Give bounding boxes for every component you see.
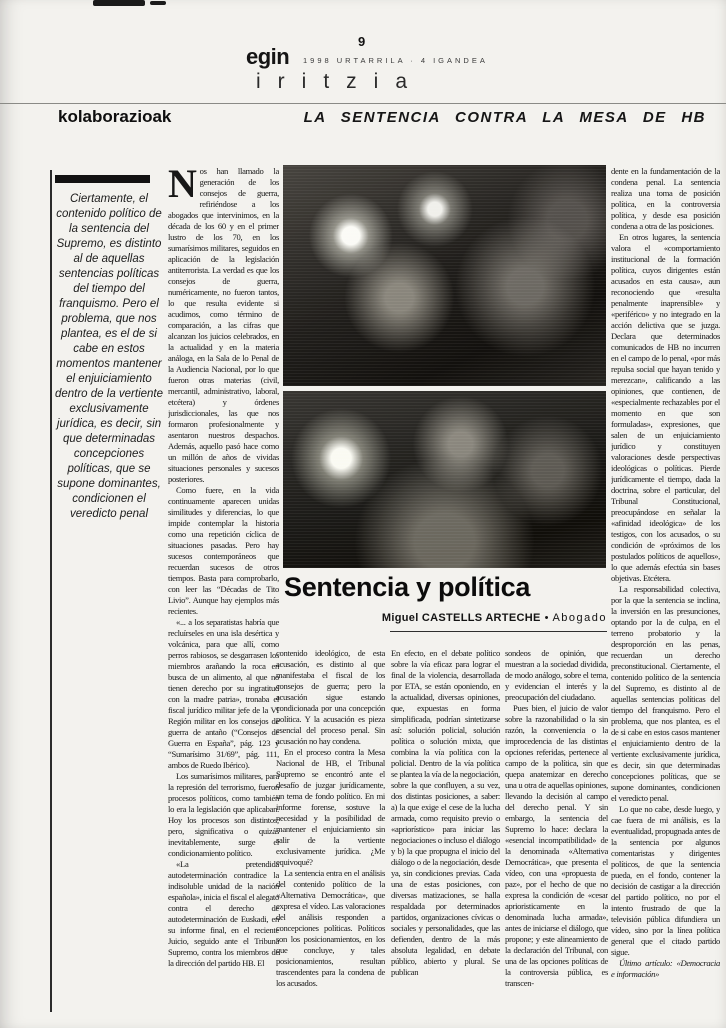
topic-headline: LA SENTENCIA CONTRA LA MESA DE HB [303, 109, 706, 126]
paragraph: Lo que no cabe, desde luego, y cae fuera de mi análisis, es la eventualidad, propugnada antes de la sentencia por algunos comentaristas y dirigentes políticos, de que la sentencia pueda, en el fondo, contener la decisión de castigar a la dirección del partido político, no por el intento frustrado de que la televisión pública difundiera un vídeo, sino por la línea política general que el citado partido sigue. [611, 804, 720, 957]
dateline: 1998 URTARRILA · 4 IGANDEA [303, 56, 488, 65]
page-number: 9 [358, 34, 366, 49]
article-title: Sentencia y política [284, 572, 531, 602]
paragraph: sondeos de opinión, que muestran a la sociedad dividida, de modo análogo, sobre el tema, y evidencian el interés y la preocupación del ciudadano. [505, 648, 608, 702]
paragraph: dente en la fundamentación de la condena penal. La sentencia realiza una toma de posición política, en la controversia política, y desde esa posición condena a otra de las posiciones. [611, 166, 720, 231]
header-divider [0, 103, 726, 104]
byline [283, 612, 607, 624]
byline-author: Miguel CASTELLS ARTECHE [381, 612, 541, 624]
body-column-3 [391, 648, 500, 1022]
paragraph: «La pretendida autodeterminación contradice la indisoluble unidad de la nación española», inicia el fiscal el alegato contra el derecho de autodeterminación de Euskadi, en su informe final, en el reciente Juicio, seguido ante el Tribuna Supremo, contra los miembros de la dirección del partido HB. El [168, 859, 279, 968]
paragraph: En el proceso contra la Mesa Nacional de HB, el Tribunal Supremo se encontró ante el desafío de juzgar jurídicamente, un tema de fondo político. En mi informe forense, sostuve la necesidad y la posibilidad de mantener el enjuiciamiento sin salir de la vertiente exclusivamente jurídica. ¿Me equivoqué? [276, 747, 385, 867]
scan-artifact [93, 0, 145, 6]
pull-quote: Ciertamente, el contenido político de la sentencia del Supremo, es distinto al de aquellas sentencias políticas del tiempo del franquismo. Pero el problema, que nos plantea, es el de si cabe en estos momentos mantener el enjuiciamiento dentro de la vertiente exclusivamente jurídica, es decir, sin que determinadas concepciones políticas, que se supone dominantes, condicionen el veredicto penal [54, 193, 164, 520]
courtroom-photo-top [283, 165, 606, 386]
courtroom-photo-bottom [283, 391, 606, 568]
paragraph: En otros lugares, la sentencia valora el «comportamiento institucional de la formación política, cuyos dirigentes están acusados en esta causa», aun reconociendo que «resulta penalmente inaprensible» y «periférico» y no integrado en la acción delictiva que se juzga. Declara que determinados comunicados de HB no incurren en el campo de lo penal, «por más repulsa social que hayan tenido y merezcan», calificando a las opiniones, que contienen, de «especialmente rechazables por el momento en que son formuladas», expresiones, que salen de un enjuiciamiento jurídico y constituyen valoraciones desde perspectivas ideológicas o políticas. Pierde jurídicamente el tiempo, dada la doctrina, sobre el particular, del Tribunal Constitucional, preocupándose en señalar la «afinidad ideológica» de los testigos, con los acusados, o su condición de «próximos de los postulados políticos de aquellos», lo que además efectúa sin bases objetivas. Etcétera. [611, 232, 720, 583]
paragraph [168, 166, 279, 485]
body-column-4 [505, 648, 608, 1022]
paragraph: Pues bien, el juicio de valor sobre la razonabilidad o la sin razón, la conveniencia o la improcedencia de las distintas opciones referidas, pertenece al campo de la política, sin que quepa anatemizar en derecho una u otra de aquellas opiniones, llevando la decisión al campo del derecho penal. Y sin embargo, la sentencia del Supremo lo hace: declara la «esencial incompatibilidad» de la denominada «Alternativa Democrática», que presenta el vídeo, con una «propuesta de paz», por el hecho de que no expresa la condición de «cesar aprioristicamente en la denominada lucha armada», antes de iniciarse el diálogo, que propone; y este alineamiento de la declaración del Tribunal, con una de las opciones políticas de la controversia pública, es transcen- [505, 703, 608, 988]
paragraph: La sentencia entra en el análisis del contenido político de la «Alternativa Democrática», que expresa el vídeo. Las valoraciones del análisis responden a concepciones políticas. Políticos son los posicionamientos, en los que concluye, y tales posicionamientos, resultan trascendentes para la condena de los acusados. [276, 868, 385, 988]
section-title: iritzia [256, 70, 425, 93]
paragraph: Los sumarísimos militares, para la represión del terrorismo, fueron procesos políticos, como también lo era la legislación que aplicaban. Hoy los procesos son distintos; pero, significativa o quizás inevitablemente, surge el condicionamiento político. [168, 771, 279, 858]
drop-cap: N [168, 166, 197, 206]
paragraph-text: os han llamado la generación de los consejos de guerra, refiriéndose a los abogados que intervinimos, en la década de los 60 y en el primer lustro de los 70, en los sumarísimos militares, seguidos en aplicación de la legislación antiterrorista. La verdad es que los consejos de guerra, numéricamente, no fueron tantos, lo que resulta evidente si acudimos, como término de comparación, a las cifras que alcanzan los juicios celebrados, en la actualidad y en la materia análoga, en la Sala de lo Penal de la Audiencia Nacional, por lo que fueron otras materias (civil, mercantil, administrativo, laboral, etcétera) y órdenes jurisdiccionales, las que nos formaron profesionalmente y asentaron nuestros despachos. Además, aquello pasó hace como un millón de años de vividas situaciones personales y sucesos posteriores. [168, 166, 279, 484]
paragraph: La responsabilidad colectiva, por la que la sentencia se inclina, la inversión en las presunciones, optando por la de culpa, en el terreno probatorio y la desproporción en las penas, recuerdan un derecho preconstitucional. Ciertamente, el contenido político de la sentencia del Supremo, es distinto al de aquellas sentencias políticas del tiempo del franquismo. Pero el problema, que nos plantea, es el de si cabe en estos casos mantener el enjuiciamiento dentro de la vertiente exclusivamente jurídica, es decir, sin que determinadas concepciones políticas, que se supone dominantes, condicionen el veredicto penal. [611, 584, 720, 803]
paragraph: En efecto, en el debate político sobre la vía eficaz para lograr el final de la violencia, desarrollada por ETA, se están oponiendo, en la actualidad, diversas opiniones, que, expuestas en forma simplificada, podrían sintetizarse así: solución policial, solución política o solución mixta, que combina la vía política con la policial. Dentro de la vía política se plantea la vía de la negociación, sobre la que confluyen, a su vez, dos distintas posiciones, a saber: a) la que exige el cese de la lucha armada, como requisito previo o «apriorístico» para iniciar las negociaciones o incluso el diálogo y b) la que propugna el inicio del diálogo o de la negociación, desde ya, sin condiciones previas. Cada una de estas posiciones, con diversas matizaciones, se halla respaldada por determinados partidos, organizaciones cívicas o sociales y personalidades, que las defienden, dentro de la más absoluta legalidad, en debate público, abierto y plural. Se publican [391, 648, 500, 977]
masthead-logo: egin [246, 44, 290, 69]
footer-note: Último artículo: «Democracia e información» [611, 958, 720, 979]
pull-quote-bar [55, 175, 150, 183]
kicker-label: kolaborazioak [58, 107, 172, 126]
body-column-5 [611, 166, 720, 1015]
body-column-1 [168, 166, 279, 1015]
body-column-2 [276, 648, 385, 1022]
paragraph: contenido ideológico, de esta acusación, es distinto al que manifestaba el fiscal de los consejos de guerra; pero la acusación sigue estando condicionada por una concepción política. Y la acusación es pieza esencial del proceso penal. Sin acusación no hay condena. [276, 648, 385, 746]
byline-divider [390, 631, 607, 632]
paragraph: «... a los separatistas habría que recluírseles en una isla desértica y volcánica, para que allí, como perros rabiosos, se desgarrasen los miembros arañando la roca en busca de un alimento, al que no tienen derecho por su ingratitud con la madre patria», tronaba el fiscal jurídico militar jefe de la VI Región militar en los consejos de guerra de antaño (“Consejos de Guerra en España”, pág. 123 y “Sumarísimo 31/69”, pág. 111, ambos de Ruedo Ibérico). [168, 617, 279, 770]
paragraph: Como fuere, en la vida continuamente aparecen unidas similitudes y diferencias, lo que impide contemplar la historia como una repetición cíclica de situaciones pasadas. Pero hay sucesos contemporáneos que recuerdan sucesos de otros tiempos. Basta para comprobarlo, con leer las “Décadas de Tito Livio”. Aunque hay ejemplos más recientes. [168, 485, 279, 616]
byline-separator: • [544, 612, 549, 624]
scan-artifact [150, 1, 166, 5]
byline-role: Abogado [552, 612, 607, 624]
